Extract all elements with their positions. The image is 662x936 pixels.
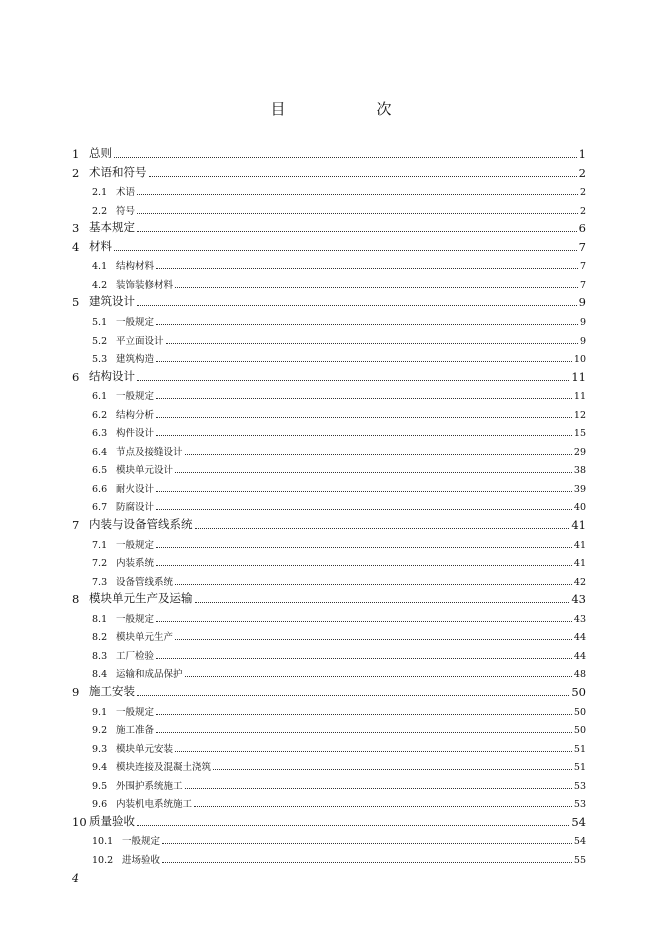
toc-entry-page: 38 — [573, 465, 586, 477]
toc-entry-number: 4.1 — [92, 261, 108, 273]
toc-entry-page: 2 — [578, 165, 586, 180]
toc-entry-number: 9.5 — [92, 780, 108, 792]
toc-section-entry[interactable] — [0, 794, 662, 812]
page-number: 4 — [72, 872, 79, 885]
toc-entry-label: 施工安装 — [89, 683, 135, 698]
toc-entry-page: 50 — [573, 706, 586, 718]
toc-entry-number: 6.4 — [92, 446, 108, 458]
toc-section-entry[interactable] — [0, 702, 662, 720]
toc-leader-dots — [156, 620, 572, 622]
toc-entry-number: 3 — [72, 221, 80, 236]
toc-entry-label: 一般规定 — [116, 539, 155, 551]
toc-entry-number: 9.3 — [92, 743, 108, 755]
toc-section-entry[interactable] — [0, 423, 662, 441]
toc-entry-label: 结构材料 — [116, 261, 155, 273]
toc-leader-dots — [137, 212, 578, 214]
toc-entry-number: 10.1 — [92, 836, 114, 848]
toc-leader-dots — [156, 267, 578, 269]
toc-entry-page: 39 — [573, 483, 586, 495]
toc-chapter-entry[interactable] — [0, 145, 662, 163]
toc-entry-label: 材料 — [89, 238, 112, 253]
toc-leader-dots — [195, 527, 569, 529]
toc-leader-dots — [156, 323, 578, 325]
toc-entry-label: 总则 — [89, 146, 112, 160]
toc-entry-number: 5.3 — [92, 354, 108, 366]
toc-section-entry[interactable] — [0, 442, 662, 460]
toc-entry-label: 内装系统 — [116, 558, 155, 570]
toc-leader-dots — [162, 842, 572, 844]
toc-leader-dots — [213, 768, 572, 770]
toc-entry-page: 51 — [573, 762, 586, 774]
toc-leader-dots — [185, 675, 572, 677]
toc-leader-dots — [137, 824, 569, 826]
toc-entry-label: 建筑设计 — [89, 294, 135, 309]
toc-chapter-entry[interactable] — [0, 238, 662, 256]
toc-leader-dots — [156, 416, 572, 418]
toc-entry-page: 44 — [573, 632, 586, 644]
toc-entry-number: 9.1 — [92, 706, 108, 718]
toc-entry-label: 建筑构造 — [116, 354, 155, 366]
toc-entry-number: 2.2 — [92, 205, 108, 217]
toc-leader-dots — [156, 360, 572, 362]
toc-entry-label: 术语和符号 — [89, 164, 147, 179]
toc-leader-dots — [137, 694, 569, 696]
toc-entry-page: 42 — [573, 576, 586, 588]
toc-entry-label: 一般规定 — [116, 391, 155, 403]
toc-entry-label: 内装与设备管线系统 — [89, 517, 193, 531]
toc-entry-number: 8.4 — [92, 669, 108, 681]
toc-entry-label: 术语 — [116, 187, 136, 199]
toc-section-entry[interactable] — [0, 850, 662, 868]
toc-entry-page: 29 — [573, 446, 586, 458]
toc-leader-dots — [175, 583, 572, 585]
toc-leader-dots — [156, 490, 572, 492]
toc-entry-number: 2 — [72, 165, 80, 180]
toc-entry-page: 54 — [573, 836, 586, 848]
toc-entry-page: 41 — [573, 558, 586, 570]
toc-entry-number: 8.2 — [92, 632, 108, 644]
toc-entry-page: 50 — [571, 684, 586, 699]
toc-section-entry[interactable] — [0, 739, 662, 757]
toc-entry-page: 41 — [573, 539, 586, 551]
toc-entry-number: 4.2 — [92, 279, 108, 291]
toc-entry-label: 施工准备 — [116, 725, 155, 737]
toc-title: 目 次 — [270, 100, 430, 118]
toc-entry-label: 外围护系统施工 — [116, 780, 183, 792]
toc-section-entry[interactable] — [0, 275, 662, 293]
toc-entry-label: 模块单元设计 — [116, 465, 174, 477]
toc-entry-number: 6.5 — [92, 465, 108, 477]
toc-leader-dots — [185, 787, 572, 789]
toc-leader-dots — [156, 731, 572, 733]
toc-leader-dots — [156, 508, 572, 510]
toc-entry-number: 9.6 — [92, 799, 108, 811]
toc-entry-label: 进场验收 — [122, 854, 161, 866]
toc-entry-number: 6.1 — [92, 391, 108, 403]
toc-leader-dots — [166, 342, 578, 344]
toc-section-entry[interactable] — [0, 535, 662, 553]
toc-leader-dots — [162, 861, 572, 863]
toc-entry-number: 6.7 — [92, 502, 108, 514]
toc-leader-dots — [156, 397, 572, 399]
toc-entry-number: 5.1 — [92, 316, 108, 328]
toc-entry-number: 4 — [72, 239, 80, 254]
toc-entry-number: 5.2 — [92, 335, 108, 347]
toc-section-entry[interactable] — [0, 405, 662, 423]
toc-section-entry[interactable] — [0, 201, 662, 219]
toc-leader-dots — [156, 657, 572, 659]
toc-entry-label: 内装机电系统施工 — [116, 799, 193, 811]
toc-section-entry[interactable] — [0, 572, 662, 590]
toc-section-entry[interactable] — [0, 331, 662, 349]
toc-section-entry[interactable] — [0, 182, 662, 200]
toc-leader-dots — [137, 379, 569, 381]
toc-entry-label: 构件设计 — [116, 428, 155, 440]
toc-entry-label: 模块单元生产及运输 — [89, 591, 193, 606]
toc-entry-page: 6 — [578, 221, 586, 236]
toc-entry-number: 8.3 — [92, 650, 108, 662]
toc-entry-number: 7.1 — [92, 539, 108, 551]
toc-entry-label: 符号 — [116, 205, 136, 217]
toc-section-entry[interactable] — [0, 497, 662, 515]
toc-entry-page: 54 — [571, 814, 586, 829]
toc-entry-number: 6.3 — [92, 428, 108, 440]
toc-entry-label: 装饰装修材料 — [116, 279, 174, 291]
toc-section-entry[interactable] — [0, 386, 662, 404]
toc-entry-number: 7 — [72, 518, 80, 532]
toc-leader-dots — [175, 638, 572, 640]
toc-entry-number: 9.4 — [92, 762, 108, 774]
toc-entry-page: 11 — [573, 391, 586, 403]
toc-entry-label: 工厂检验 — [116, 650, 155, 662]
toc-entry-page: 51 — [573, 743, 586, 755]
toc-leader-dots — [156, 434, 572, 436]
toc-leader-dots — [175, 750, 572, 752]
toc-leader-dots — [185, 453, 572, 455]
toc-leader-dots — [137, 304, 577, 306]
toc-entry-label: 运输和成品保护 — [116, 669, 183, 681]
toc-entry-number: 10.2 — [92, 854, 114, 866]
toc-entry-page: 9 — [579, 335, 586, 347]
toc-entry-label: 节点及接缝设计 — [116, 446, 183, 458]
toc-chapter-entry[interactable] — [0, 368, 662, 386]
toc-entry-number: 10 — [72, 814, 87, 829]
toc-section-entry[interactable] — [0, 479, 662, 497]
toc-entry-label: 模块连接及混凝土浇筑 — [116, 762, 212, 774]
toc-entry-page: 7 — [579, 279, 586, 291]
toc-entry-label: 质量验收 — [89, 813, 135, 828]
toc-entry-label: 防腐设计 — [116, 502, 155, 514]
toc-entry-number: 9 — [72, 684, 80, 699]
toc-section-entry[interactable] — [0, 757, 662, 775]
toc-entry-page: 11 — [571, 369, 586, 384]
toc-entry-number: 6.2 — [92, 409, 108, 421]
toc-entry-label: 基本规定 — [89, 220, 135, 235]
toc-entry-number: 7.2 — [92, 558, 108, 570]
toc-section-entry[interactable] — [0, 349, 662, 367]
toc-entry-number: 2.1 — [92, 187, 108, 199]
toc-entry-page: 43 — [571, 592, 586, 607]
toc-leader-dots — [156, 546, 572, 548]
toc-entry-page: 9 — [579, 316, 586, 328]
toc-section-entry[interactable] — [0, 720, 662, 738]
toc-entry-label: 设备管线系统 — [116, 576, 174, 588]
toc-entry-page: 9 — [578, 295, 586, 310]
toc-chapter-entry[interactable] — [0, 293, 662, 311]
toc-entry-label: 结构分析 — [116, 409, 155, 421]
toc-section-entry[interactable] — [0, 664, 662, 682]
toc-leader-dots — [156, 713, 572, 715]
toc-leader-dots — [114, 156, 577, 158]
toc-leader-dots — [175, 471, 572, 473]
toc-entry-label: 耐火设计 — [116, 483, 155, 495]
toc-entry-number: 8 — [72, 592, 80, 607]
toc-section-entry[interactable] — [0, 553, 662, 571]
toc-section-entry[interactable] — [0, 627, 662, 645]
toc-leader-dots — [149, 175, 577, 177]
toc-entry-page: 7 — [579, 261, 586, 273]
toc-entry-page: 1 — [578, 147, 586, 161]
toc-entry-number: 8.1 — [92, 613, 108, 625]
toc-entry-number: 5 — [72, 295, 80, 310]
toc-entry-label: 一般规定 — [116, 316, 155, 328]
toc-entry-label: 结构设计 — [89, 368, 135, 383]
toc-chapter-entry[interactable] — [0, 516, 662, 534]
toc-chapter-entry[interactable] — [0, 219, 662, 237]
toc-entry-label: 一般规定 — [122, 836, 161, 848]
toc-entry-page: 55 — [573, 854, 586, 866]
toc-leader-dots — [137, 230, 577, 232]
toc-entry-page: 12 — [573, 409, 586, 421]
toc-leader-dots — [137, 193, 578, 195]
toc-leader-dots — [195, 601, 569, 603]
toc-section-entry[interactable] — [0, 256, 662, 274]
toc-entry-page: 41 — [571, 518, 586, 532]
toc-leader-dots — [175, 286, 578, 288]
toc-section-entry[interactable] — [0, 831, 662, 849]
toc-entry-label: 一般规定 — [116, 706, 155, 718]
toc-entry-number: 9.2 — [92, 725, 108, 737]
toc-chapter-entry[interactable] — [0, 813, 662, 831]
toc-chapter-entry[interactable] — [0, 683, 662, 701]
toc-chapter-entry[interactable] — [0, 590, 662, 608]
toc-section-entry[interactable] — [0, 776, 662, 794]
toc-entry-label: 模块单元生产 — [116, 632, 174, 644]
toc-leader-dots — [194, 805, 572, 807]
toc-section-entry[interactable] — [0, 646, 662, 664]
toc-entry-page: 15 — [573, 428, 586, 440]
toc-entry-number: 7.3 — [92, 576, 108, 588]
toc-entry-page: 48 — [573, 669, 586, 681]
toc-entry-page: 53 — [573, 799, 586, 811]
toc-entry-label: 模块单元安装 — [116, 743, 174, 755]
toc-entry-page: 44 — [573, 650, 586, 662]
toc-leader-dots — [114, 249, 577, 251]
toc-entry-number: 6 — [72, 369, 80, 384]
toc-section-entry[interactable] — [0, 460, 662, 478]
toc-entry-label: 平立面设计 — [116, 335, 164, 347]
toc-entry-page: 2 — [579, 205, 586, 217]
toc-section-entry[interactable] — [0, 312, 662, 330]
toc-entry-number: 6.6 — [92, 483, 108, 495]
toc-chapter-entry[interactable] — [0, 164, 662, 182]
toc-entry-page: 2 — [579, 187, 586, 199]
toc-entry-label: 一般规定 — [116, 613, 155, 625]
toc-entry-number: 1 — [72, 147, 80, 161]
toc-entry-page: 40 — [573, 502, 586, 514]
toc-entry-page: 10 — [573, 354, 586, 366]
toc-entry-page: 7 — [578, 239, 586, 254]
toc-section-entry[interactable] — [0, 609, 662, 627]
toc-entry-page: 50 — [573, 725, 586, 737]
toc-leader-dots — [156, 564, 572, 566]
toc-entry-page: 53 — [573, 780, 586, 792]
toc-entry-page: 43 — [573, 613, 586, 625]
